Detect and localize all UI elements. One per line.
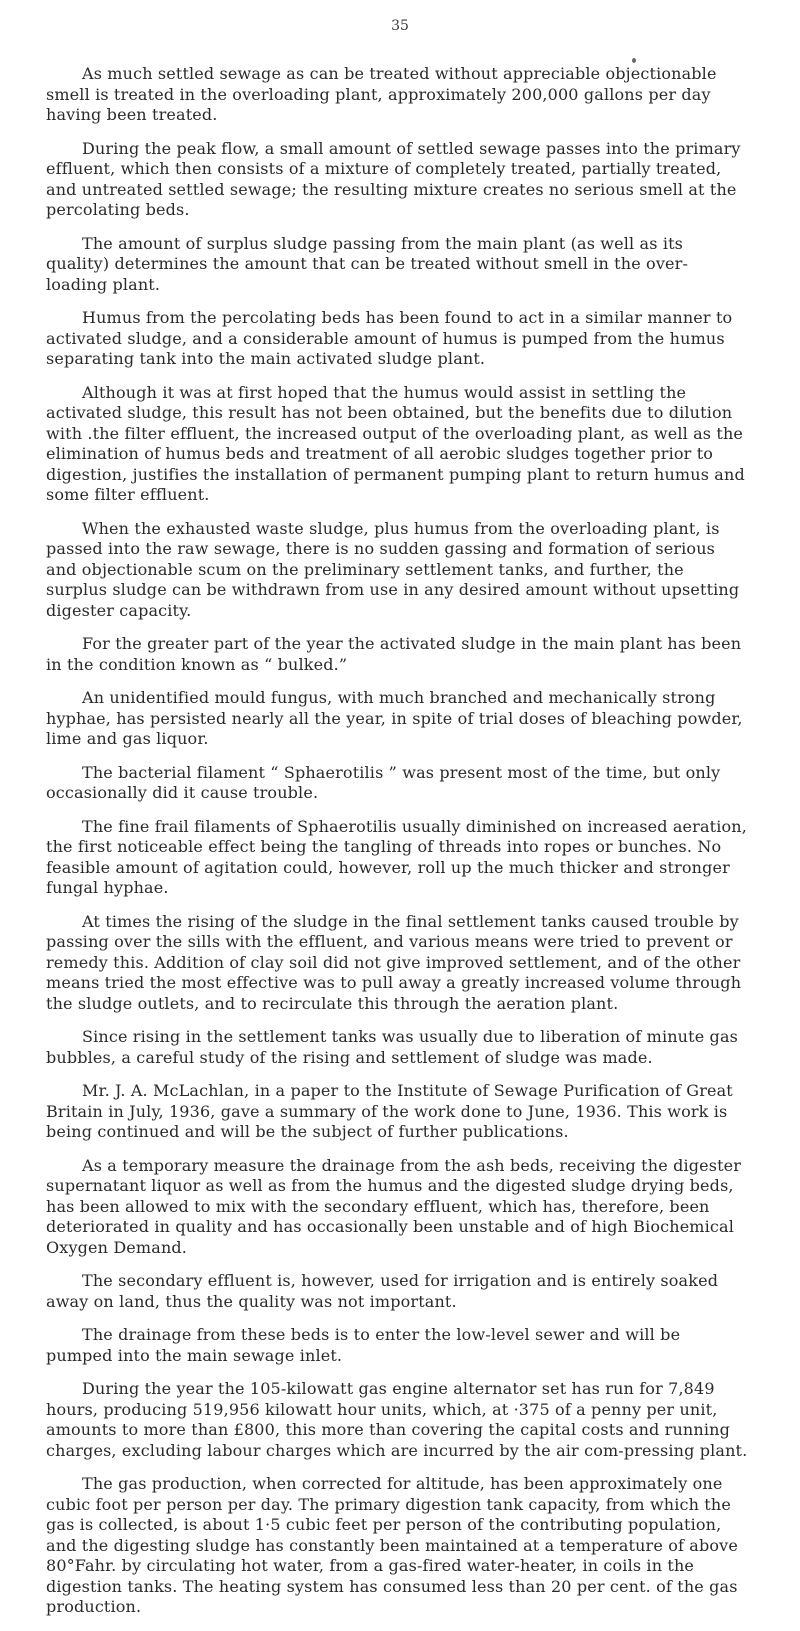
paragraph-9: The bacterial filament “ Sphaerotilis ” was present most of the time, but only occasionally did it cause trouble. (46, 762, 721, 802)
paragraph-16: The drainage from these beds is to enter the low-level sewer and will be pumped into the main sewage inlet. (46, 1325, 681, 1365)
print-speck (632, 58, 636, 63)
body-text (46, 64, 748, 1631)
paragraph-14: As a temporary measure the drainage from the ash beds, receiving the digester supernatant liquor as well as from the humus and the digested sludge drying beds, has been allowed to mix with the secondary effluent, which has, therefore, been deteriorated in quality and has occasionally been unstable and of high Biochemical Oxygen Demand. (46, 1155, 742, 1257)
paragraph-2: During the peak flow, a small amount of settled sewage passes into the primary effluent, which then consists of a mixture of completely treated, partially treated, and untreated settled sewage; the resulting mixture creates no serious smell at the percolating beds. (46, 138, 741, 219)
paragraph-4: Humus from the percolating beds has been found to act in a similar manner to activated sludge, and a considerable amount of humus is pumped from the humus separating tank into the main activated sludge plant. (46, 308, 733, 368)
paragraph-13: Mr. J. A. McLachlan, in a paper to the Institute of Sewage Purification of Great Britain in July, 1936, gave a summary of the work done to June, 1936. This work is being continued and will be the subject of further publications. (46, 1081, 733, 1141)
paragraph-10: The fine frail filaments of Sphaerotilis usually diminished on increased aeration, the first noticeable effect being the tangling of threads into ropes or bunches. No feasible amount of agitation could, however, roll up the much thicker and stronger fungal hyphae. (46, 816, 747, 897)
paragraph-3: The amount of surplus sludge passing from the main plant (as well as its quality) determines the amount that can be treated without smell in the over-loading plant. (46, 233, 688, 294)
paragraph-5: Although it was at first hoped that the humus would assist in settling the activated sludge, this result has not been obtained, but the benefits due to dilution with .the filter effluent, the increased output of the overloading plant, as well as the elimination of humus beds and treatment of all aerobic sludges together prior to digestion, justifies the installation of permanent pumping plant to return humus and some filter effluent. (46, 382, 745, 504)
paragraph-8: An unidentified mould fungus, with much branched and mechanically strong hyphae, has persisted nearly all the year, in spite of trial doses of bleaching powder, lime and gas liquor. (46, 688, 743, 748)
paragraph-15: The secondary effluent is, however, used for irrigation and is entirely soaked away on land, thus the quality was not important. (46, 1271, 719, 1311)
paragraph-1: As much settled sewage as can be treated without appreciable objectionable smell is treated in the overloading plant, approximately 200,000 gallons per day having been treated. (46, 64, 717, 124)
paragraph-11: At times the rising of the sludge in the final settlement tanks caused trouble by passing over the sills with the effluent, and various means were tried to prevent or remedy this. Addition of clay soil did not give improved settlement, and of the other means tried the most effective was to pull away a greatly increased volume through the sludge outlets, and to recirculate this through the aeration plant. (46, 911, 742, 1013)
paragraph-17: During the year the 105-kilowatt gas engine alternator set has run for 7,849 hours, producing 519,956 kilowatt hour units, which, at ·375 of a penny per unit, amounts to more than £800, this more than covering the capital costs and running charges, excluding labour charges which are incurred by the air com-pressing plant. (46, 1379, 748, 1460)
paragraph-6: When the exhausted waste sludge, plus humus from the overloading plant, is passed into the raw sewage, there is no sudden gassing and formation of serious and objectionable scum on the preliminary settlement tanks, and further, the surplus sludge can be withdrawn from use in any desired amount without upsetting digester capacity. (46, 518, 740, 620)
paragraph-12: Since rising in the settlement tanks was usually due to liberation of minute gas bubbles, a careful study of the rising and settlement of sludge was made. (46, 1027, 738, 1067)
paragraph-7: For the greater part of the year the activated sludge in the main plant has been in the condition known as “ bulked.” (46, 634, 742, 674)
paragraph-18: The gas production, when corrected for altitude, has been approximately one cubic foot per person per day. The primary digestion tank capacity, from which the gas is collected, is about 1·5 cubic feet per person of the contributing population, and the digesting sludge has constantly been maintained at a temperature of above 80°Fahr. by circulating hot water, from a gas-fired water-heater, in coils in the digestion tanks. The heating system has consumed less than 20 per cent. of the gas production. (46, 1474, 738, 1616)
page-number: 35 (391, 18, 409, 34)
